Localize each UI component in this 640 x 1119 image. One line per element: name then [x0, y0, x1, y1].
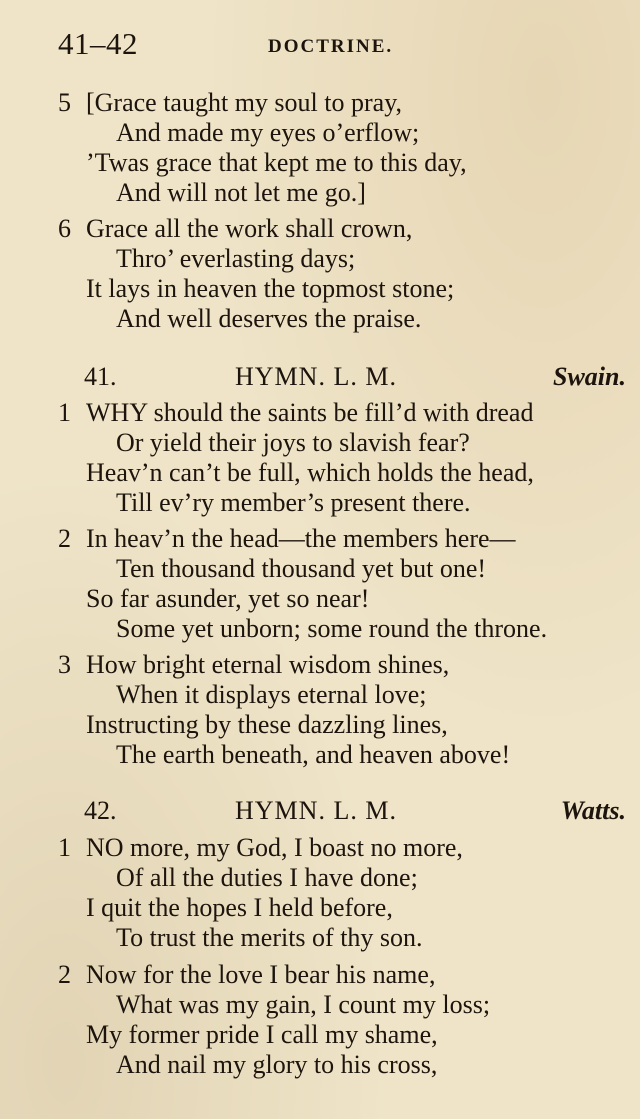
verse-line: Now for the love I bear his name,	[86, 960, 436, 989]
hymn-42-heading	[0, 796, 640, 830]
verse-line: And will not let me go.]	[116, 178, 366, 207]
verse-line: Till ev’ry member’s present there.	[116, 488, 471, 517]
stanza-number: 1	[58, 833, 71, 862]
verse-line: I quit the hopes I held before,	[86, 893, 393, 922]
stanza-number: 3	[58, 650, 71, 679]
verse-line: How bright eternal wisdom shines,	[86, 650, 450, 679]
verse-line: And nail my glory to his cross,	[116, 1050, 438, 1079]
verse-line: Ten thousand thousand yet but one!	[116, 554, 487, 583]
stanza-number: 2	[58, 524, 71, 553]
page-number: 41–42	[58, 26, 138, 61]
verse-line: WHY should the saints be fill’d with dread	[86, 398, 534, 427]
verse-line: Or yield their joys to slavish fear?	[116, 428, 470, 457]
hymn-41-heading	[0, 362, 640, 396]
verse-line: It lays in heaven the topmost stone;	[86, 274, 455, 303]
page-header	[58, 26, 618, 70]
verse-line: And well deserves the praise.	[116, 304, 422, 333]
running-title: DOCTRINE.	[268, 36, 394, 57]
verse-line: Thro’ everlasting days;	[116, 244, 356, 273]
verse-line: When it displays eternal love;	[116, 680, 427, 709]
verse-line: [Grace taught my soul to pray,	[86, 88, 402, 117]
hymn-author: Swain.	[553, 362, 626, 391]
verse-line: Heav’n can’t be full, which holds the head,	[86, 458, 534, 487]
verse-line: Of all the duties I have done;	[116, 863, 418, 892]
verse-line: In heav’n the head—the members here—	[86, 524, 516, 553]
verse-line: Some yet unborn; some round the throne.	[116, 614, 548, 643]
verse-line: Grace all the work shall crown,	[86, 214, 413, 243]
hymn-number: 41.	[84, 362, 117, 391]
stanza-number: 6	[58, 214, 71, 243]
verse-line: So far asunder, yet so near!	[86, 584, 370, 613]
verse-line: And made my eyes o’erflow;	[116, 118, 420, 147]
hymn-number: 42.	[84, 796, 117, 825]
verse-line: ’Twas grace that kept me to this day,	[86, 148, 467, 177]
hymn-title: HYMN. L. M.	[235, 362, 397, 391]
stanza-number: 5	[58, 88, 71, 117]
verse-line: Instructing by these dazzling lines,	[86, 710, 448, 739]
stanza-number: 1	[58, 398, 71, 427]
stanza-number: 2	[58, 960, 71, 989]
verse-line: To trust the merits of thy son.	[116, 923, 423, 952]
hymn-author: Watts.	[560, 796, 626, 825]
verse-line: My former pride I call my shame,	[86, 1020, 438, 1049]
hymn-title: HYMN. L. M.	[235, 796, 397, 825]
verse-line: What was my gain, I count my loss;	[116, 990, 491, 1019]
verse-line: The earth beneath, and heaven above!	[116, 740, 511, 769]
verse-line: NO more, my God, I boast no more,	[86, 833, 463, 862]
